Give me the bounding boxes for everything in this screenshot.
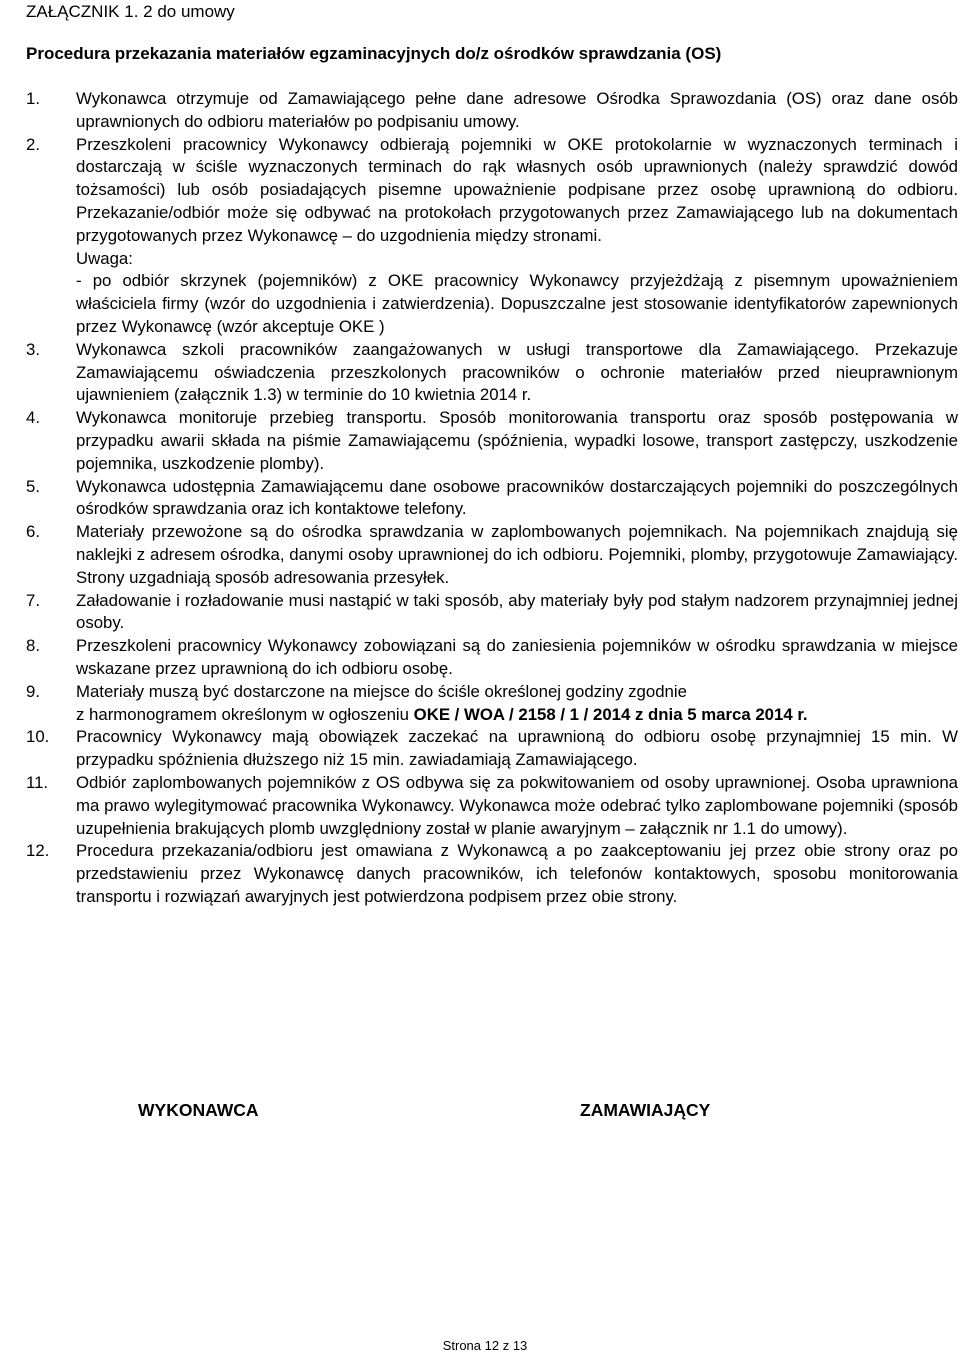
item-body: [76, 134, 958, 339]
list-item: [26, 840, 958, 908]
item-number: 3.: [26, 339, 40, 359]
item-text: Przeszkoleni pracownicy Wykonawcy zobowiązani są do zaniesienia pojemników w ośrodku sprawdzania w miejsce wskazane przez uprawnioną do ich odbioru osobę.: [76, 636, 958, 678]
note-label: Uwaga:: [76, 248, 133, 268]
item-body: [76, 772, 958, 840]
item-body: [76, 407, 958, 475]
list-item: [26, 339, 958, 407]
announcement-reference: OKE / WOA / 2158 / 1 / 2014 z dnia 5 marca 2014 r.: [413, 704, 808, 724]
item-number: 5.: [26, 476, 40, 496]
item-text: Pracownicy Wykonawcy mają obowiązek zaczekać na uprawnioną do odbioru osobę przynajmniej 15 min. W przypadku spóźnienia dłuższego niż 15 min. zawiadamiają Zamawiającego.: [76, 727, 958, 770]
item-body: [76, 681, 958, 727]
document-title: Procedura przekazania materiałów egzaminacyjnych do/z ośrodków sprawdzania (OS): [26, 44, 722, 63]
list-item: [26, 635, 958, 681]
item-text: Załadowanie i rozładowanie musi nastąpić w taki sposób, aby materiały były pod stałym nadzorem przynajmniej jednej osoby.: [76, 590, 958, 633]
signature-contractor: WYKONAWCA: [138, 1100, 259, 1120]
item-number: 9.: [26, 681, 40, 701]
list-item: [26, 772, 958, 840]
item-body: [76, 339, 958, 407]
item-number: 7.: [26, 590, 40, 610]
note-text: - po odbiór skrzynek (pojemników) z OKE pracownicy Wykonawcy przyjeżdżają z pisemnym upoważnieniem właściciela firmy (wzór do uzgodnienia i zatwierdzenia). Dopuszczalne jest stosowanie identyfikatorów zapewnionych przez Wykonawcę (wzór akceptuje OKE ): [76, 271, 958, 336]
list-item: [26, 521, 958, 589]
item-body: [76, 590, 958, 636]
item-body: [76, 521, 958, 589]
list-item: [26, 134, 958, 339]
list-item: [26, 88, 958, 134]
item-text: Materiały muszą być dostarczone na miejsce do ściśle określonej godziny zgodnie: [76, 681, 687, 701]
annex-header: ZAŁĄCZNIK 1. 2 do umowy: [26, 2, 235, 21]
item-text: Materiały przewożone są do ośrodka sprawdzania w zaplombowanych pojemnikach. Na pojemnikach znajdują się naklejki z adresem ośrodka, danymi osoby uprawnionej do ich odbioru. Pojemniki, plomby, przygotowuje Zamawiający. Strony uzgadniają sposób adresowania przesyłek.: [76, 522, 958, 587]
item-text: Odbiór zaplombowanych pojemników z OS odbywa się za pokwitowaniem od osoby uprawnionej. Osoba uprawniona ma prawo wylegitymować pracownika Wykonawcy. Wykonawca może odebrać tylko zaplombowane pojemniki (sposób uzupełnienia brakujących plomb uwzględniony został w planie awaryjnym – załącznik nr 1.1 do umowy).: [76, 772, 958, 838]
item-number: 6.: [26, 522, 40, 542]
list-item: [26, 681, 958, 727]
item-number: 4.: [26, 408, 40, 428]
item-body: [76, 726, 958, 772]
list-item: [26, 590, 958, 636]
item-text: Wykonawca szkoli pracowników zaangażowanych w usługi transportowe dla Zamawiającego. Przekazuje Zamawiającemu oświadczenia przeszkolonych pracowników o ochronie materiałów przed nieuprawnionym ujawnieniem (załącznik 1.3) w terminie do 10 kwietnia 2014 r.: [76, 339, 958, 405]
item-text: Procedura przekazania/odbioru jest omawiana z Wykonawcą a po zaakceptowaniu jej przez obie strony oraz po przedstawieniu przez Wykonawcę danych pracowników, ich telefonów kontaktowych, sposobu monitorowania transportu i rozwiązań awaryjnych jest potwierdzona podpisem przez obie strony.: [76, 841, 958, 906]
page-footer: [0, 1338, 960, 1354]
item-number: 11.: [26, 772, 49, 792]
item-text: Wykonawca monitoruje przebieg transportu. Sposób monitorowania transportu oraz sposób postępowania w przypadku awarii składa na piśmie Zamawiającemu (spóźnienia, wypadki losowe, transport zastępczy, uszkodzenie pojemnika, uszkodzenie plomby).: [76, 408, 958, 473]
item-body: [76, 635, 958, 681]
item-body: [76, 88, 958, 134]
list-item: [26, 407, 958, 475]
item-number: 8.: [26, 636, 40, 656]
item-body: [76, 476, 958, 522]
item-text-line2: [76, 704, 958, 727]
item-text: Przeszkoleni pracownicy Wykonawcy odbierają pojemniki w OKE protokolarnie w wyznaczonych terminach i dostarczają w ściśle wyznaczonych terminach do rąk własnych osób uprawnionych (należy sprawdzić dowód tożsamości) lub osób posiadających pisemne upoważnienie podpisane przez osobę uprawnioną do odbioru. Przekazanie/odbiór może się odbywać na protokołach przygotowanych przez Zamawiającego lub na dokumentach przygotowanych przez Wykonawcę – do uzgodnienia między stronami.: [76, 134, 958, 245]
item-number: 1.: [26, 89, 40, 108]
item-text: Wykonawca udostępnia Zamawiającemu dane osobowe pracowników dostarczających pojemniki do poszczególnych ośrodków sprawdzania oraz ich kontaktowe telefony.: [76, 476, 958, 519]
page-number: Strona 12 z 13: [442, 1338, 528, 1353]
list-item: [26, 476, 958, 522]
item-text-plain: z harmonogramem określonym w ogłoszeniu: [76, 704, 414, 724]
list-item: [26, 726, 958, 772]
signature-client: ZAMAWIAJĄCY: [580, 1100, 711, 1120]
item-number: 2.: [26, 134, 40, 154]
procedure-list: [26, 88, 958, 909]
item-text: Wykonawca otrzymuje od Zamawiającego pełne dane adresowe Ośrodka Sprawozdania (OS) oraz dane osób uprawnionych do odbioru materiałów po podpisaniu umowy.: [76, 89, 958, 131]
item-body: [76, 840, 958, 908]
item-number: 12.: [26, 841, 50, 861]
item-number: 10.: [26, 727, 50, 747]
